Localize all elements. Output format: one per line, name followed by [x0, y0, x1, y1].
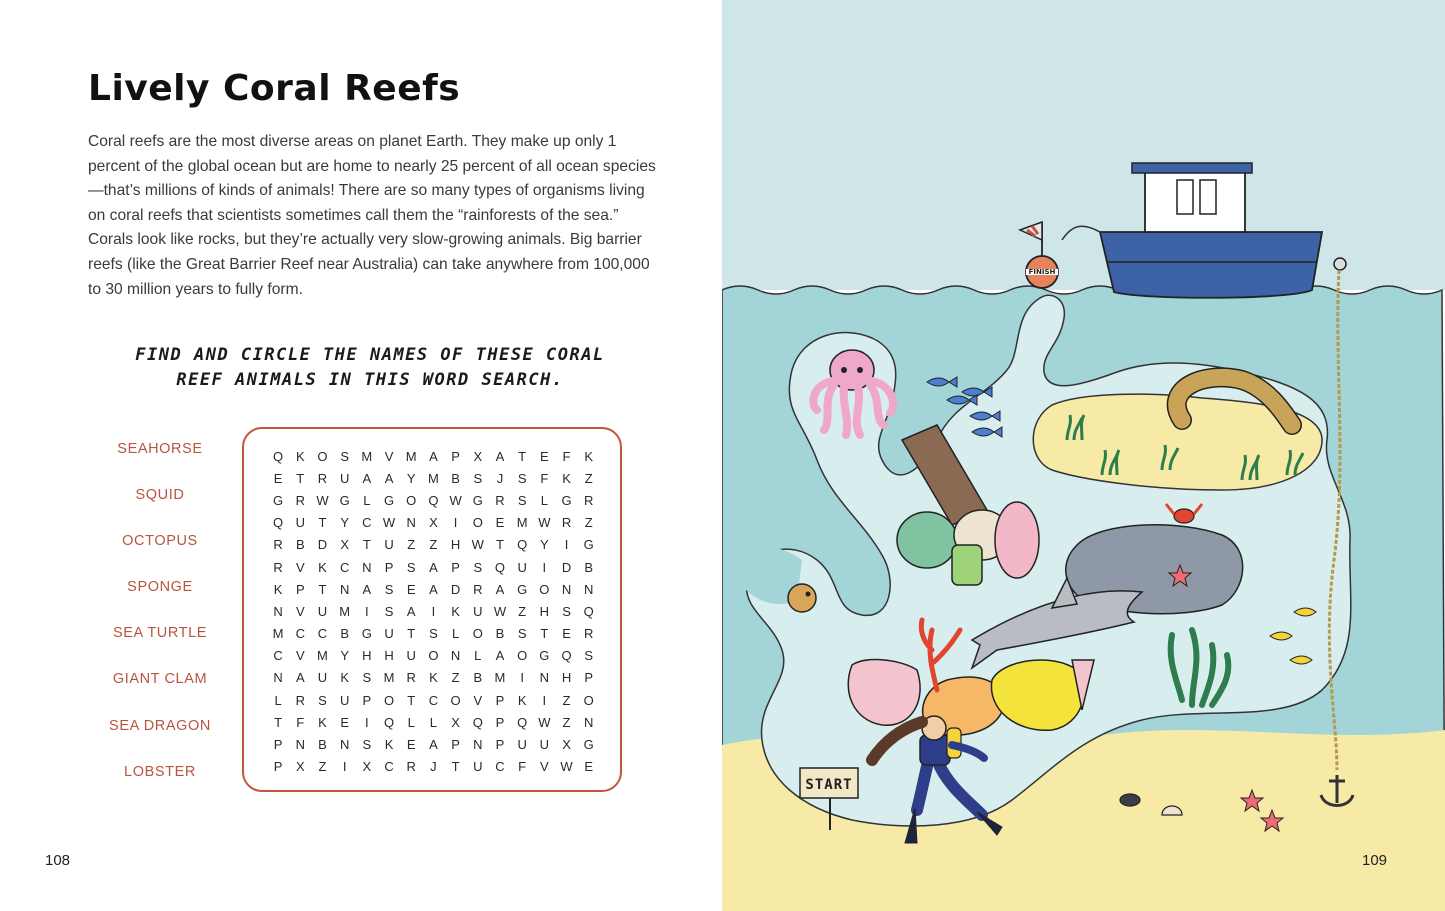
grid-letter: I — [542, 692, 547, 708]
grid-letter: O — [406, 492, 417, 508]
grid-letter: A — [495, 448, 505, 464]
page-title: Lively Coral Reefs — [88, 68, 461, 109]
grid-letter: I — [365, 714, 369, 730]
grid-letter: Q — [494, 559, 506, 575]
grid-letter: C — [317, 626, 328, 642]
grid-letter: V — [473, 692, 483, 708]
grid-letter: E — [340, 714, 349, 730]
grid-letter: M — [361, 448, 373, 464]
grid-letter: V — [384, 448, 394, 464]
grid-letter: P — [584, 670, 594, 686]
word-search-box — [242, 427, 622, 792]
grid-letter: Y — [540, 537, 549, 553]
grid-letter: K — [584, 448, 594, 464]
grid-letter: B — [340, 626, 349, 642]
grid-letter: Z — [562, 714, 571, 730]
grid-row — [267, 600, 600, 622]
grid-letter: U — [384, 537, 394, 553]
grid-letter: C — [339, 559, 350, 575]
grid-letter: T — [518, 448, 527, 464]
grid-letter: P — [451, 737, 460, 753]
grid-letter: U — [517, 559, 527, 575]
instruction-line-1: FIND AND CIRCLE THE NAMES OF THESE CORAL — [135, 345, 605, 365]
grid-letter: I — [365, 603, 369, 619]
grid-letter: I — [453, 515, 458, 531]
grid-letter: S — [473, 470, 483, 486]
grid-letter: P — [384, 559, 394, 575]
grid-letter: E — [273, 470, 283, 486]
grid-letter: Y — [406, 470, 416, 486]
grid-letter: M — [516, 515, 528, 531]
grid-letter: V — [295, 648, 305, 664]
grid-letter: P — [451, 448, 460, 464]
grid-letter: V — [295, 559, 305, 575]
grid-letter: W — [538, 714, 551, 730]
grid-letter: O — [383, 692, 395, 708]
grid-letter: P — [451, 559, 460, 575]
grid-letter: R — [295, 692, 305, 708]
grid-letter: U — [339, 470, 350, 486]
grid-letter: E — [406, 581, 416, 597]
grid-letter: G — [583, 737, 594, 753]
word-list-item: SQUID — [135, 487, 185, 504]
grid-letter: T — [407, 626, 416, 642]
grid-letter: A — [406, 603, 416, 619]
grid-letter: Z — [429, 537, 438, 553]
grid-letter: E — [584, 759, 594, 775]
grid-letter: A — [429, 448, 438, 464]
page-number-right: 109 — [1362, 852, 1388, 869]
grid-letter: M — [405, 448, 417, 464]
grid-letter: L — [474, 648, 482, 664]
grid-letter: H — [450, 537, 461, 553]
grid-letter: X — [451, 714, 460, 730]
grid-letter: Z — [318, 759, 327, 775]
grid-letter: U — [473, 603, 483, 619]
grid-letter: O — [539, 581, 550, 597]
grid-letter: P — [273, 737, 283, 753]
grid-letter: L — [540, 492, 548, 508]
grid-letter: D — [317, 537, 328, 553]
grid-letter: A — [295, 670, 305, 686]
grid-letter: O — [450, 692, 461, 708]
grid-letter: C — [362, 515, 372, 531]
grid-letter: J — [496, 470, 504, 486]
grid-letter: X — [429, 515, 438, 531]
grid-letter: R — [406, 670, 416, 686]
grid-letter: F — [518, 759, 527, 775]
grid-letter: S — [562, 603, 571, 619]
grid-letter: G — [383, 492, 395, 508]
page-number-left: 108 — [45, 852, 71, 869]
grid-letter: R — [495, 492, 505, 508]
grid-letter: U — [295, 515, 305, 531]
grid-letter: A — [362, 581, 372, 597]
word-search-grid — [267, 445, 600, 778]
grid-letter: S — [517, 492, 527, 508]
word-list-item: OCTOPUS — [122, 533, 198, 550]
grid-letter: N — [273, 603, 283, 619]
grid-letter: O — [428, 648, 439, 664]
grid-letter: Q — [517, 537, 528, 553]
grid-letter: L — [407, 714, 415, 730]
body-paragraph: Coral reefs are the most diverse areas on planet Earth. They make up only 1 percent of the global ocean but are home to nearly 25 percent of all ocean species—that’s millions of kinds of animals! There are so many types of organisms living on coral reefs that scientists sometimes call them the “rainforests of the sea.” Corals look like rocks, but they’re actually very slow-growing animals. Big barrier reefs (like the Great Barrier Reef near Australia) can take anywhere from 100,000 to 30 million years to fully form. — [88, 133, 656, 298]
grid-letter: A — [429, 581, 438, 597]
grid-letter: T — [318, 581, 327, 597]
grid-letter: P — [362, 692, 372, 708]
grid-letter: M — [317, 648, 328, 664]
grid-row — [267, 756, 600, 778]
word-list-item: SEA DRAGON — [109, 717, 211, 734]
grid-letter: D — [561, 559, 572, 575]
grid-letter: W — [560, 759, 573, 775]
grid-letter: C — [295, 626, 305, 642]
grid-letter: M — [272, 626, 284, 642]
grid-letter: B — [495, 626, 505, 642]
grid-row — [267, 623, 600, 645]
grid-letter: R — [584, 492, 594, 508]
grid-letter: U — [339, 692, 350, 708]
grid-letter: Q — [383, 714, 395, 730]
grid-letter: G — [361, 626, 372, 642]
grid-letter: E — [406, 737, 416, 753]
grid-letter: K — [318, 714, 327, 730]
grid-letter: T — [540, 626, 549, 642]
grid-letter: T — [318, 515, 327, 531]
grid-letter: I — [564, 537, 569, 553]
grid-letter: Y — [340, 648, 349, 664]
grid-letter: Q — [273, 515, 284, 531]
grid-letter: Q — [561, 648, 572, 664]
grid-letter: G — [539, 648, 550, 664]
grid-letter: U — [406, 648, 416, 664]
grid-letter: S — [517, 470, 527, 486]
grid-letter: W — [538, 515, 551, 531]
grid-letter: X — [473, 448, 483, 464]
grid-letter: T — [296, 470, 305, 486]
grid-letter: R — [273, 559, 283, 575]
grid-letter: Q — [472, 714, 483, 730]
grid-letter: L — [363, 492, 371, 508]
grid-row — [267, 733, 600, 755]
grid-letter: C — [428, 692, 439, 708]
grid-letter: H — [539, 603, 550, 619]
grid-letter: A — [362, 470, 372, 486]
grid-letter: N — [339, 737, 350, 753]
grid-letter: A — [429, 559, 438, 575]
word-list — [95, 437, 225, 806]
grid-letter: B — [473, 670, 483, 686]
grid-letter: S — [340, 448, 349, 464]
grid-letter: Z — [407, 537, 416, 553]
grid-letter: R — [473, 581, 483, 597]
grid-letter: S — [584, 648, 594, 664]
grid-letter: P — [495, 714, 505, 730]
grid-letter: R — [584, 626, 594, 642]
finish-label: FINISH — [1028, 268, 1056, 276]
grid-letter: N — [406, 515, 416, 531]
grid-letter: O — [472, 515, 483, 531]
grid-letter: T — [407, 692, 416, 708]
grid-letter: U — [317, 603, 328, 619]
grid-letter: A — [495, 581, 505, 597]
grid-letter: S — [384, 581, 394, 597]
grid-letter: M — [383, 670, 395, 686]
grid-row — [267, 645, 600, 667]
grid-letter: E — [495, 515, 505, 531]
grid-letter: N — [561, 581, 572, 597]
grid-letter: X — [562, 737, 571, 753]
grid-letter: O — [317, 448, 328, 464]
grid-row — [267, 556, 600, 578]
grid-letter: N — [450, 648, 461, 664]
grid-letter: A — [384, 470, 394, 486]
start-label: START — [805, 777, 853, 793]
grid-letter: R — [295, 492, 305, 508]
grid-letter: P — [273, 759, 283, 775]
grid-letter: F — [540, 470, 549, 486]
pufferfish-icon — [788, 584, 816, 612]
grid-letter: R — [273, 537, 283, 553]
grid-letter: R — [406, 759, 416, 775]
grid-letter: Q — [428, 492, 439, 508]
grid-letter: Z — [584, 470, 593, 486]
grid-letter: S — [517, 626, 527, 642]
grid-letter: W — [493, 603, 507, 619]
grid-letter: G — [472, 492, 483, 508]
grid-letter: Q — [273, 448, 284, 464]
grid-letter: S — [384, 603, 394, 619]
grid-letter: V — [295, 603, 305, 619]
grid-letter: U — [473, 759, 483, 775]
grid-letter: H — [384, 648, 394, 664]
grid-letter: W — [449, 492, 462, 508]
word-list-item: SEAHORSE — [117, 441, 203, 457]
grid-letter: B — [295, 537, 305, 553]
grid-letter: T — [495, 537, 504, 553]
grid-letter: D — [450, 581, 461, 597]
word-list-item: GIANT CLAM — [112, 671, 208, 688]
grid-letter: S — [473, 559, 483, 575]
grid-letter: W — [471, 537, 484, 553]
grid-letter: K — [451, 603, 460, 619]
grid-letter: O — [583, 692, 594, 708]
grid-letter: N — [473, 737, 483, 753]
grid-letter: K — [429, 670, 438, 686]
grid-letter: T — [451, 759, 460, 775]
grid-letter: X — [295, 759, 305, 775]
grid-letter: S — [362, 737, 372, 753]
grid-letter: P — [495, 737, 505, 753]
left-page — [0, 0, 722, 911]
grid-letter: K — [517, 692, 527, 708]
grid-letter: I — [342, 759, 347, 775]
grid-letter: K — [340, 670, 349, 686]
grid-letter: B — [318, 737, 327, 753]
grid-letter: M — [494, 670, 506, 686]
grid-letter: K — [295, 448, 305, 464]
grid-row — [267, 512, 600, 534]
grid-row — [267, 689, 600, 711]
right-page — [722, 0, 1445, 911]
grid-letter: K — [384, 737, 394, 753]
grid-letter: G — [339, 492, 350, 508]
grid-letter: G — [561, 492, 572, 508]
grid-letter: X — [340, 537, 349, 553]
grid-letter: Z — [518, 603, 527, 619]
grid-letter: O — [517, 648, 528, 664]
maze-illustration — [722, 0, 1445, 911]
word-list-item: SPONGE — [127, 579, 193, 596]
grid-letter: N — [339, 581, 350, 597]
grid-letter: S — [406, 559, 416, 575]
grid-letter: C — [384, 759, 394, 775]
grid-letter: V — [540, 759, 549, 775]
grid-letter: U — [517, 737, 527, 753]
grid-letter: E — [562, 626, 571, 642]
grid-letter: N — [273, 670, 283, 686]
grid-letter: R — [317, 470, 328, 486]
grid-letter: B — [451, 470, 460, 486]
grid-letter: W — [316, 492, 329, 508]
grid-letter: R — [561, 515, 572, 531]
grid-letter: S — [318, 692, 327, 708]
instruction-line-2: REEF ANIMALS IN THIS WORD SEARCH. — [176, 370, 564, 390]
grid-letter: A — [495, 648, 505, 664]
grid-letter: I — [542, 559, 547, 575]
grid-row — [267, 467, 600, 489]
grid-letter: L — [429, 714, 438, 730]
grid-letter: S — [362, 670, 372, 686]
grid-letter: C — [495, 759, 505, 775]
word-list-item: LOBSTER — [124, 763, 196, 780]
grid-letter: B — [584, 559, 594, 575]
grid-letter: Z — [451, 670, 460, 686]
grid-letter: S — [429, 626, 438, 642]
grid-letter: L — [274, 692, 282, 708]
sky-background — [722, 0, 1445, 290]
grid-letter: P — [295, 581, 305, 597]
grid-letter: F — [562, 448, 571, 464]
grid-letter: H — [362, 648, 372, 664]
grid-letter: U — [539, 737, 550, 753]
grid-letter: N — [584, 581, 594, 597]
grid-letter: N — [362, 559, 372, 575]
grid-letter: M — [339, 603, 351, 619]
grid-letter: Q — [583, 603, 594, 619]
grid-letter: G — [273, 492, 284, 508]
grid-letter: G — [583, 537, 594, 553]
grid-letter: P — [495, 692, 505, 708]
grid-letter: L — [451, 626, 460, 642]
grid-row — [267, 578, 600, 600]
grid-letter: C — [273, 648, 283, 664]
grid-letter: F — [296, 714, 305, 730]
word-list-item: SEA TURTLE — [112, 625, 208, 642]
grid-row — [267, 667, 600, 689]
grid-letter: G — [517, 581, 528, 597]
grid-letter: K — [318, 559, 327, 575]
grid-letter: U — [384, 626, 394, 642]
grid-row — [267, 711, 600, 733]
grid-letter: K — [562, 470, 571, 486]
grid-letter: A — [429, 737, 438, 753]
grid-row — [267, 445, 600, 467]
grid-letter: W — [382, 515, 396, 531]
grid-letter: Y — [340, 515, 349, 531]
grid-letter: U — [317, 670, 328, 686]
grid-letter: T — [274, 714, 283, 730]
grid-letter: I — [431, 603, 436, 619]
grid-letter: X — [362, 759, 372, 775]
grid-letter: M — [427, 470, 439, 486]
grid-letter: K — [273, 581, 283, 597]
grid-letter: N — [295, 737, 305, 753]
word-search-instruction — [100, 343, 640, 393]
grid-letter: E — [540, 448, 549, 464]
grid-letter: Z — [584, 515, 593, 531]
grid-letter: N — [584, 714, 594, 730]
grid-letter: J — [430, 759, 437, 775]
grid-letter: T — [362, 537, 371, 553]
grid-letter: Z — [562, 692, 571, 708]
grid-row — [267, 489, 600, 511]
grid-letter: I — [520, 670, 524, 686]
grid-row — [267, 534, 600, 556]
grid-letter: Q — [517, 714, 528, 730]
grid-letter: N — [539, 670, 550, 686]
grid-letter: H — [561, 670, 572, 686]
grid-letter: O — [472, 626, 483, 642]
